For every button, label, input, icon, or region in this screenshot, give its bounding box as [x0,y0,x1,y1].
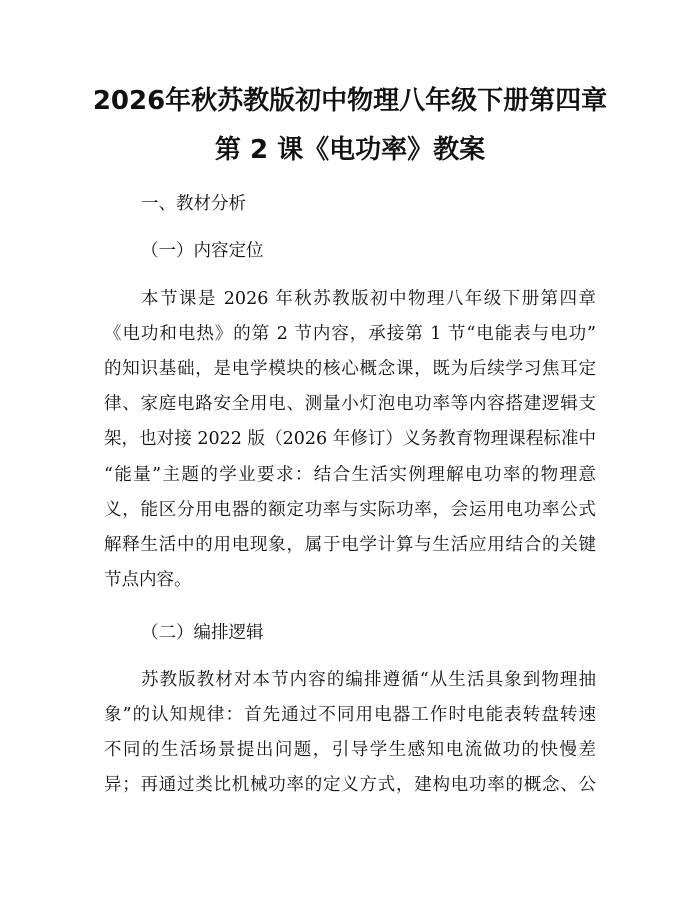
section-heading-teaching-material-analysis: 一、教材分析 [141,194,246,214]
paragraph-line: 解释生活中的用电现象，属于电学计算与生活应用结合的关键 [104,535,596,555]
paragraph-line: 异；再通过类比机械功率的定义方式，建构电功率的概念、公 [104,775,596,795]
paragraph-line: 苏教版教材对本节内容的编排遵循“从生活具象到物理抽 [141,670,596,690]
paragraph-line: 律、家庭电路安全用电、测量小灯泡电功率等内容搭建逻辑支 [104,394,596,414]
paragraph-line: 的知识基础，是电学模块的核心概念课，既为后续学习焦耳定 [104,359,596,379]
paragraph-line: “能量”主题的学业要求：结合生活实例理解电功率的物理意 [104,465,596,485]
paragraph-line: 象”的认知规律：首先通过不同用电器工作时电能表转盘转速 [104,705,596,725]
paragraph-line: 义，能区分用电器的额定功率与实际功率，会运用电功率公式 [104,500,596,520]
paragraph-line: 节点内容。 [104,570,192,590]
paragraph-line: 架，也对接 2022 版（2026 年修订）义务教育物理课程标准中 [104,429,596,449]
subsection-heading-arrangement-logic: （二）编排逻辑 [141,623,264,643]
paragraph-line: 本节课是 2026 年秋苏教版初中物理八年级下册第四章 [141,289,596,309]
document-title-line-2: 第 2 课《电功率》教案 [214,135,486,165]
paragraph-line: 不同的生活场景提出问题，引导学生感知电流做功的快慢差 [104,740,596,760]
document-title-line-1: 2026年秋苏教版初中物理八年级下册第四章 [92,86,608,116]
subsection-heading-content-positioning: （一）内容定位 [141,241,264,261]
paragraph-line: 《电功和电热》的第 2 节内容，承接第 1 节“电能表与电功” [104,324,596,344]
